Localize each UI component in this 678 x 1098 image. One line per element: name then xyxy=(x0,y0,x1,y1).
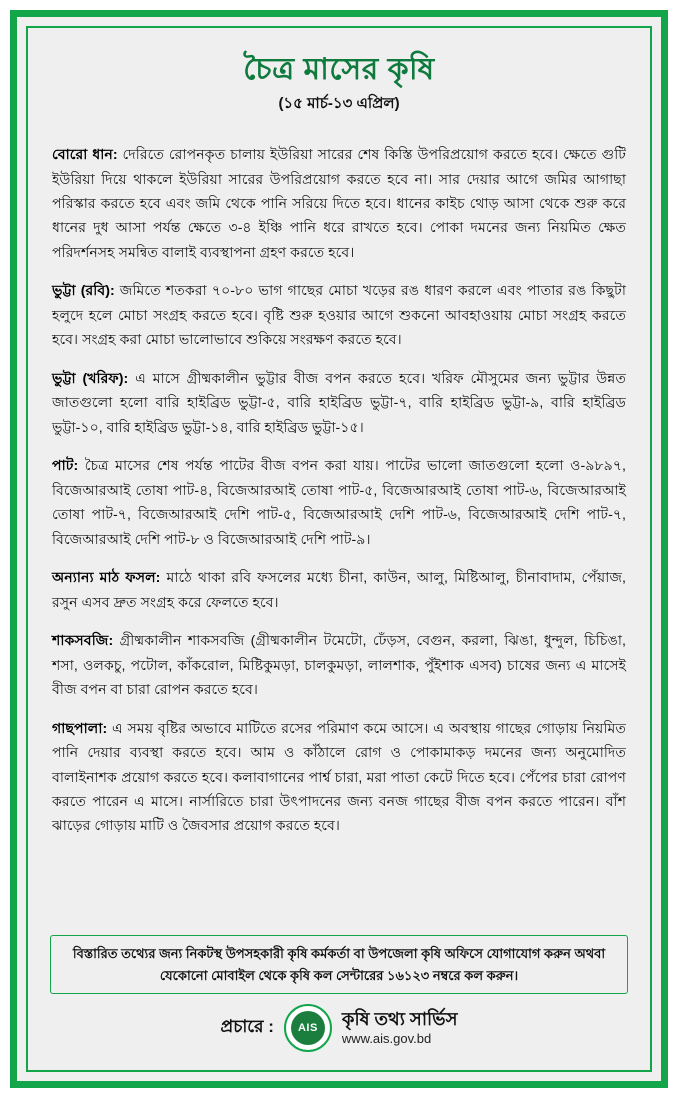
section-text: এ মাসে গ্রীষ্মকালীন ভুট্টার বীজ বপন করতে হবে। খরিফ মৌসুমের জন্য ভুট্টার উন্নত জাতগুলো হলো বারি হাইব্রিড ভুট্টা-৫, বারি হাইব্রিড ভুট্টা-৭, বারি হাইব্রিড ভুট্টা-৯, বারি হাইব্রিড ভুট্টা-১০, বারি হাইব্রিড ভুট্টা-১৪, বারি হাইব্রিড ভুট্টা-১৫। xyxy=(52,370,626,436)
outer-border xyxy=(10,10,668,1088)
inner-border xyxy=(26,26,652,1072)
section-boro-dhan xyxy=(52,143,626,265)
footer xyxy=(50,1004,628,1058)
section-heading: পাট: xyxy=(52,458,79,475)
section-heading: ভুট্টা (খরিফ): xyxy=(52,370,129,387)
ais-logo-icon xyxy=(284,1004,332,1052)
page-subtitle: (১৫ মার্চ-১৩ এপ্রিল) xyxy=(278,95,400,112)
content-body xyxy=(50,129,628,929)
section-text: জমিতে শতকরা ৭০-৮০ ভাগ গাছের মোচা খড়ের রঙ ধারণ করলে এবং পাতার রঙ কিছুটা হলুদে হলে মোচা সংগ্রহ করতে হবে। বৃষ্টি শুরু হওয়ার আগে শুকনো আবহাওয়ায় মোচা সংগ্রহ করতে হবে। সংগ্রহ করা মোচা ভালোভাবে শুকিয়ে সংরক্ষণ করতে হবে। xyxy=(52,283,626,349)
section-pat xyxy=(52,454,626,552)
organization-name: কৃষি তথ্য সার্ভিস xyxy=(341,1009,458,1030)
section-bhutta-kharif xyxy=(52,367,626,440)
section-text: চৈত্র মাসের শেষ পর্যন্ত পাটের বীজ বপন করা যায়। পাটের ভালো জাতগুলো হলো ও-৯৮৯৭, বিজেআরআই তোষা পাট-৪, বিজেআরআই তোষা পাট-৫, বিজেআরআই তোষা পাট-৬, বিজেআরআই তোষা পাট-৭, বিজেআরআই দেশি পাট-৫, বিজেআরআই দেশি পাট-৬, বিজেআরআই দেশি পাট-৭, বিজেআরআই দেশি পাট-৮ ও বিজেআরআই দেশি পাট-৯। xyxy=(52,458,626,548)
ais-logo-circle xyxy=(291,1011,325,1045)
section-gachhpala xyxy=(52,717,626,839)
page-title: চৈত্র মাসের কৃষি xyxy=(243,53,435,86)
section-other-field-crops xyxy=(52,566,626,615)
section-text: গ্রীষ্মকালীন শাকসবজি (গ্রীষ্মকালীন টমেটো, ঢেঁড়স, বেগুন, করলা, ঝিঙা, ধুন্দুল, চিচিঙা, শসা, ওলকচু, পটোল, কাঁকরোল, মিষ্টিকুমড়া, চালকুমড়া, লালশাক, পুঁইশাক এসব) চাষের জন্য এ মাসেই বীজ বপন বা চারা রোপন করতে হবে। xyxy=(52,633,626,699)
organization-url: www.ais.gov.bd xyxy=(341,1030,432,1046)
section-heading: গাছপালা: xyxy=(52,720,108,737)
section-bhutta-rabi xyxy=(52,279,626,352)
contact-notice-box xyxy=(50,935,628,994)
section-shaksobji xyxy=(52,629,626,702)
title-block xyxy=(50,52,628,117)
section-heading: অন্যান্য মাঠ ফসল: xyxy=(52,570,161,587)
section-text: এ সময় বৃষ্টির অভাবে মাটিতে রসের পরিমাণ কমে আসে। এ অবস্থায় গাছের গোড়ায় নিয়মিত পানি দেয়ার ব্যবস্থা করতে হবে। আম ও কাঁঠালে রোগ ও পোকামাকড় দমনের জন্য অনুমোদিত বালাইনাশক প্রয়োগ করতে হবে। কলাবাগানের পার্শ্ব চারা, মরা পাতা কেটে দিতে হবে। পেঁপের চারা রোপণ করতে পারেন এ মাসে। নার্সারিতে চারা উৎপাদনের জন্য বনজ গাছের বীজ বপন করতে পারেন। বাঁশ ঝাড়ের গোড়ায় মাটি ও জৈবসার প্রয়োগ করতে হবে। xyxy=(52,720,626,835)
section-heading: শাকসবজি: xyxy=(52,633,114,650)
ais-logo-text: AIS xyxy=(297,1022,318,1034)
footer-label: প্রচারে : xyxy=(220,1017,274,1036)
footer-org-block xyxy=(342,1009,458,1047)
section-text: মাঠে থাকা রবি ফসলের মধ্যে চীনা, কাউন, আলু, মিষ্টিআলু, চীনাবাদাম, পেঁয়াজ, রসুন এসব দ্রুত সংগ্রহ করে ফেলতে হবে। xyxy=(52,570,626,611)
section-heading: বোরো ধান: xyxy=(52,147,118,164)
section-text: দেরিতে রোপনকৃত চালায় ইউরিয়া সারের শেষ কিস্তি উপরিপ্রয়োগ করতে হবে। ক্ষেতে গুটি ইউরিয়া দিয়ে থাকলে ইউরিয়া সারের উপরিপ্রয়োগ করতে হবে না। সার দেয়ার আগে জমির আগাছা পরিস্কার করতে হবে এবং জমি থেকে পানি সরিয়ে দিতে হবে। ধানের কাইচ থোড় আসা থেকে শুরু করে ধানের দুধ আসা পর্যন্ত ক্ষেতে ৩-৪ ইঞ্চি পানি ধরে রাখতে হবে। পোকা দমনের জন্য নিয়মিত ক্ষেত পরিদর্শনসহ সমন্বিত বালাই ব্যবস্থাপনা গ্রহণ করতে হবে। xyxy=(52,147,626,261)
section-heading: ভুট্টা (রবি): xyxy=(52,283,115,300)
contact-notice-text: বিস্তারিত তথ্যের জন্য নিকটস্থ উপসহকারী কৃষি কর্মকর্তা বা উপজেলা কৃষি অফিসে যোগাযোগ করুন অথবা যেকোনো মোবাইল থেকে কৃষি কল সেন্টারের ১৬১২৩ নম্বরে কল করুন। xyxy=(72,946,606,983)
